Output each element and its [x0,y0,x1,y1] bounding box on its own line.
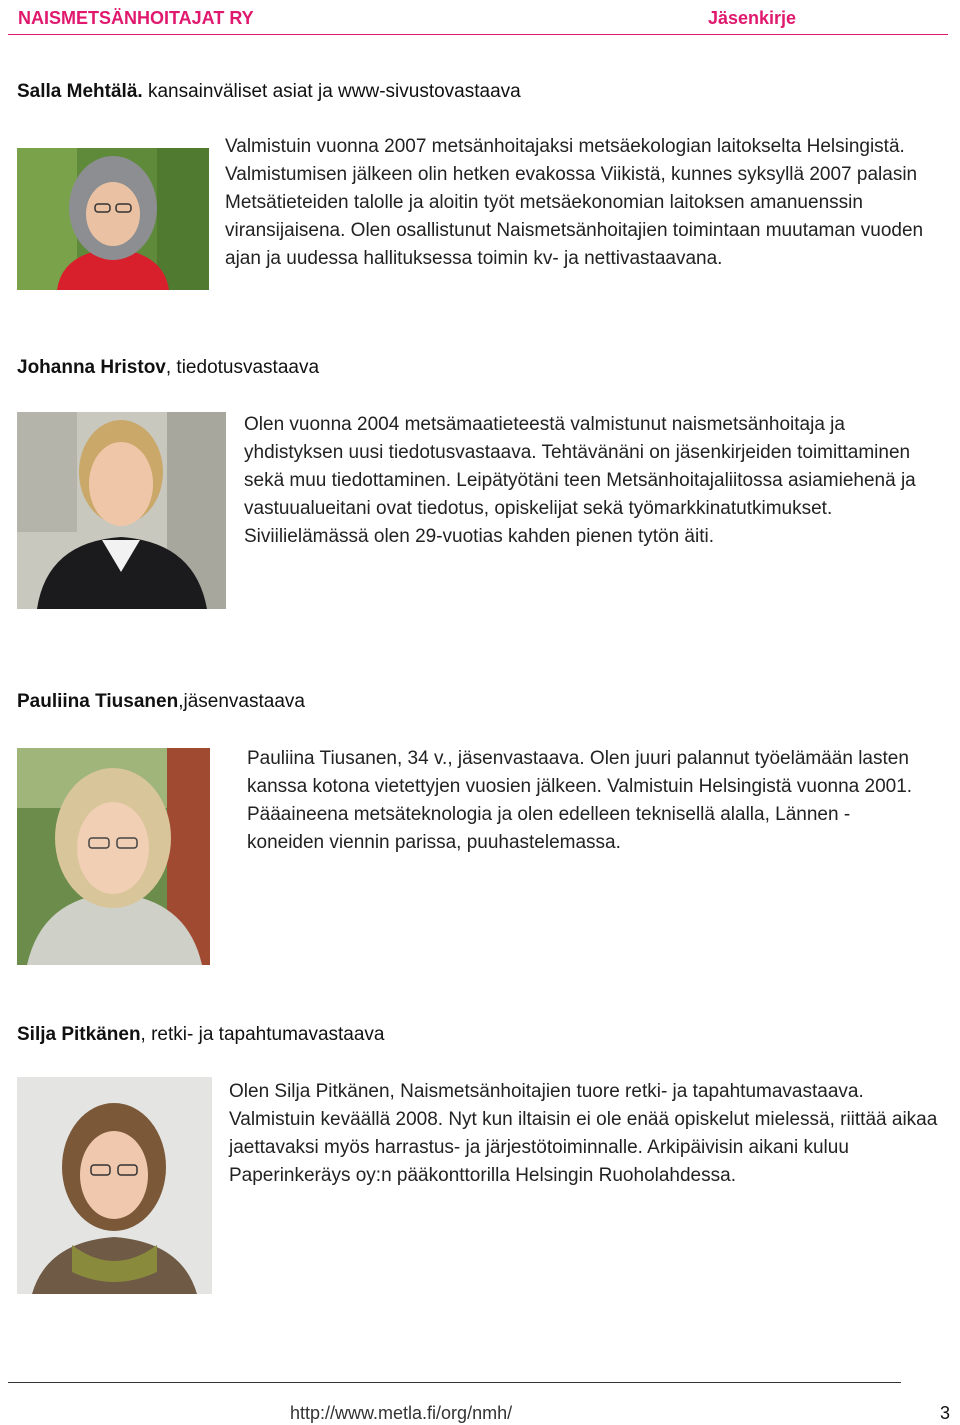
member-bio: Olen Silja Pitkänen, Naismetsänhoitajien tuore retki- ja tapahtumavastaava. Valmistuin keväällä 2008. Nyt kun iltaisin ei ole enää opiskelut mielessä, riittää aikaa jaettavaksi myös harrastus- ja järjestötoiminnalle. Arkipäivisin aikani kuluu Paperinkeräys oy:n pääkonttorilla Helsingin Ruoholahdessa. [229,1081,938,1186]
member-heading [17,357,319,379]
member-name: Johanna Hristov [17,357,166,378]
portrait-photo-icon [17,1077,212,1294]
member-role: ,jäsenvastaava [178,691,305,712]
member-heading [17,691,305,713]
member-heading [17,81,521,103]
member-name: Silja Pitkänen [17,1024,141,1045]
member-name: Pauliina Tiusanen [17,691,179,712]
member-role: , tiedotusvastaava [165,357,320,378]
member-bio: Pauliina Tiusanen, 34 v., jäsenvastaava. Olen juuri palannut työelämään lasten kanssa kotona vietettyjen vuosien jälkeen. Valmistuin Helsingistä vuonna 2001. Pääaineena metsäteknologia ja olen edelleen teknisellä alalla, Lännen -koneiden viennin parissa, puuhastelemassa. [247,748,913,853]
member-role: , retki- ja tapahtumavastaava [140,1024,385,1045]
member-role: kansainväliset asiat ja www-sivustovastaava [142,81,521,102]
member-bio: Olen vuonna 2004 metsämaatieteestä valmistunut naismetsänhoitaja ja yhdistyksen uusi tiedotusvastaava. Tehtävänäni on jäsenkirjeiden toimittaminen sekä muu tiedottaminen. Leipätyötäni teen Metsänhoitajaliitossa asiamiehenä ja vastuualueitani ovat tiedotus, opiskelijat sekä työmarkkinatutkimukset. Siviilielämässä olen 29-vuotias kahden pienen tytön äiti. [244,414,916,547]
member-bio: Valmistuin vuonna 2007 metsänhoitajaksi metsäekologian laitokselta Helsingistä. Valmistumisen jälkeen olin hetken evakossa Viikistä, kunnes syksyllä 2007 palasin Metsätieteiden talolle ja aloitin työt metsäekonomian laitoksen amanuenssin viransijaisena. Olen osallistunut Naismetsänhoitajien toimintaan muutaman vuoden ajan ja uudessa hallituksessa toimin kv- ja nettivastaavana. [225,136,924,269]
portrait-photo-icon [17,148,209,290]
header-divider [8,34,948,35]
footer-divider [8,1382,901,1383]
portrait-photo-icon [17,748,210,965]
footer-url[interactable]: http://www.metla.fi/org/nmh/ [290,1403,513,1423]
publication-title: Jäsenkirje [708,8,797,28]
portrait-photo-icon [17,412,226,609]
member-heading [17,1024,385,1046]
member-name: Salla Mehtälä. [17,81,143,102]
page-number: 3 [940,1403,951,1423]
organization-name: NAISMETSÄNHOITAJAT RY [18,8,254,28]
